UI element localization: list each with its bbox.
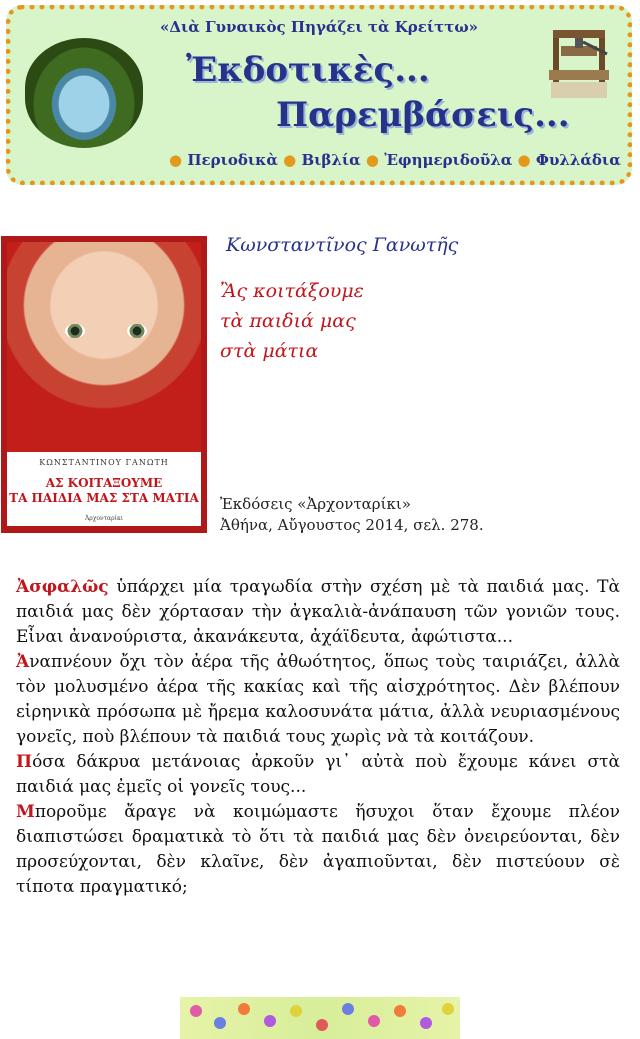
flower-icon [214,1017,226,1029]
cover-publisher: Ἀρχονταρίκι [84,515,124,522]
site-header-banner [6,5,632,185]
article-paragraph [16,650,620,750]
publication-info [220,494,484,536]
category-efimeridoula[interactable]: Ἐφημεριδοῦλα [384,151,513,169]
bullet-icon: ● [169,151,183,169]
flower-icon [316,1019,328,1031]
flower-icon [442,1003,454,1015]
book-title [220,276,364,366]
flower-icon [190,1005,202,1017]
flower-icon [264,1015,276,1027]
article-paragraph [16,800,620,900]
flower-icon [238,1003,250,1015]
book-cover-image [1,236,207,533]
lead-word: Ἀσφαλῶς [16,577,109,597]
article-paragraph [16,575,620,650]
flower-divider-image [180,997,460,1039]
lead-letter: Π [16,752,33,772]
paragraph-text: ναπνέουν ὄχι τὸν ἀέρα τῆς ἀθωότητος, ὅπως τοὺς ταιριάζει, ἀλλὰ τὸν μολυσμένο ἀέρα τῆς κακίας καὶ τῆς αἰσχρότητος. Δὲν βλέπουν εἰρηνικὰ πρόσωπα μὲ ἤρεμα καλοσυνάτα μάτια, ἀλλὰ νευριασμένους γονεῖς, ποὺ βλέπουν τὰ παιδιά τους χωρὶς νὰ τὰ κοιτάζουν. [16,652,620,747]
publisher-line: Ἐκδόσεις «Ἀρχονταρίκι» [220,495,411,513]
flower-icon [290,1005,302,1017]
cover-title-line1: ΑΣ ΚΟΙΤΑΞΟΥΜΕ [45,476,163,490]
flower-icon [394,1005,406,1017]
lead-letter: Μ [16,802,35,822]
bullet-icon: ● [283,151,297,169]
header-title-line2: Παρεμβάσεις... [276,95,570,135]
bullet-icon: ● [517,151,531,169]
paragraph-text: όσα δάκρυα μετάνοιας ἀρκοῦν γι᾽ αὐτὰ ποὺ ἔχουμε κάνει στὰ παιδιά μας ἐμεῖς οἱ γονεῖς τους... [16,752,620,797]
category-periodika[interactable]: Περιοδικὰ [187,151,278,169]
article-paragraph [16,750,620,800]
stone-bridge-image [25,38,143,148]
header-motto: «Διὰ Γυναικὸς Πηγάζει τὰ Κρείττω» [160,18,478,36]
place-date-line: Ἀθήνα, Αὔγουστος 2014, σελ. 278. [220,516,484,534]
flower-icon [342,1003,354,1015]
header-title-line1: Ἐκδοτικὲς... [186,50,430,90]
cover-title-line2: ΤΑ ΠΑΙΔΙΑ ΜΑΣ ΣΤΑ ΜΑΤΙΑ [9,491,199,505]
book-title-line: τὰ παιδιά μας [220,310,356,332]
child-portrait-photo [7,242,201,452]
paragraph-text: ποροῦμε ἄραγε νὰ κοιμώμαστε ἥσυχοι ὅταν ἔχουμε πλέον διαπιστώσει δραματικὰ τὸ ὅτι τὰ παιδιά μας δὲν ὀνειρεύονται, δὲν προσεύχονται, δὲν κλαῖνε, δὲν ἀγαπιοῦνται, δὲν πιστεύουν σὲ τίποτα πραγματικό; [16,802,620,897]
lead-letter: Ἀ [16,652,30,672]
header-categories [169,151,621,169]
cover-title-strip [7,452,201,526]
flower-icon [368,1015,380,1027]
bullet-icon: ● [365,151,380,169]
category-fylladia[interactable]: Φυλλάδια [535,151,621,169]
book-title-line: στὰ μάτια [220,340,319,362]
eye-left [65,324,85,338]
eye-right [127,324,147,338]
cover-title [7,476,201,506]
article-body [16,575,620,900]
book-title-line: Ἂς κοιτάξουμε [220,280,364,302]
book-author: Κωνσταντῖνος Γανωτῆς [226,234,459,256]
flower-icon [420,1017,432,1029]
paragraph-text: ὑπάρχει μία τραγωδία στὴν σχέση μὲ τὰ παιδιά μας. Τὰ παιδιά μας δὲν χόρτασαν τὴν ἀγκαλιὰ-ἀνάπαυση τῶν γονιῶν τους. Εἶναι ἀνανούριστα, ἀκανάκευτα, ἀχάϊδευτα, ἀφώτιστα... [16,577,620,647]
category-vivlia[interactable]: Βιβλία [301,151,361,169]
cover-author: ΚΩΝΣΤΑΝΤΙΝΟΥ ΓΑΝΩΤΗ [39,458,169,467]
